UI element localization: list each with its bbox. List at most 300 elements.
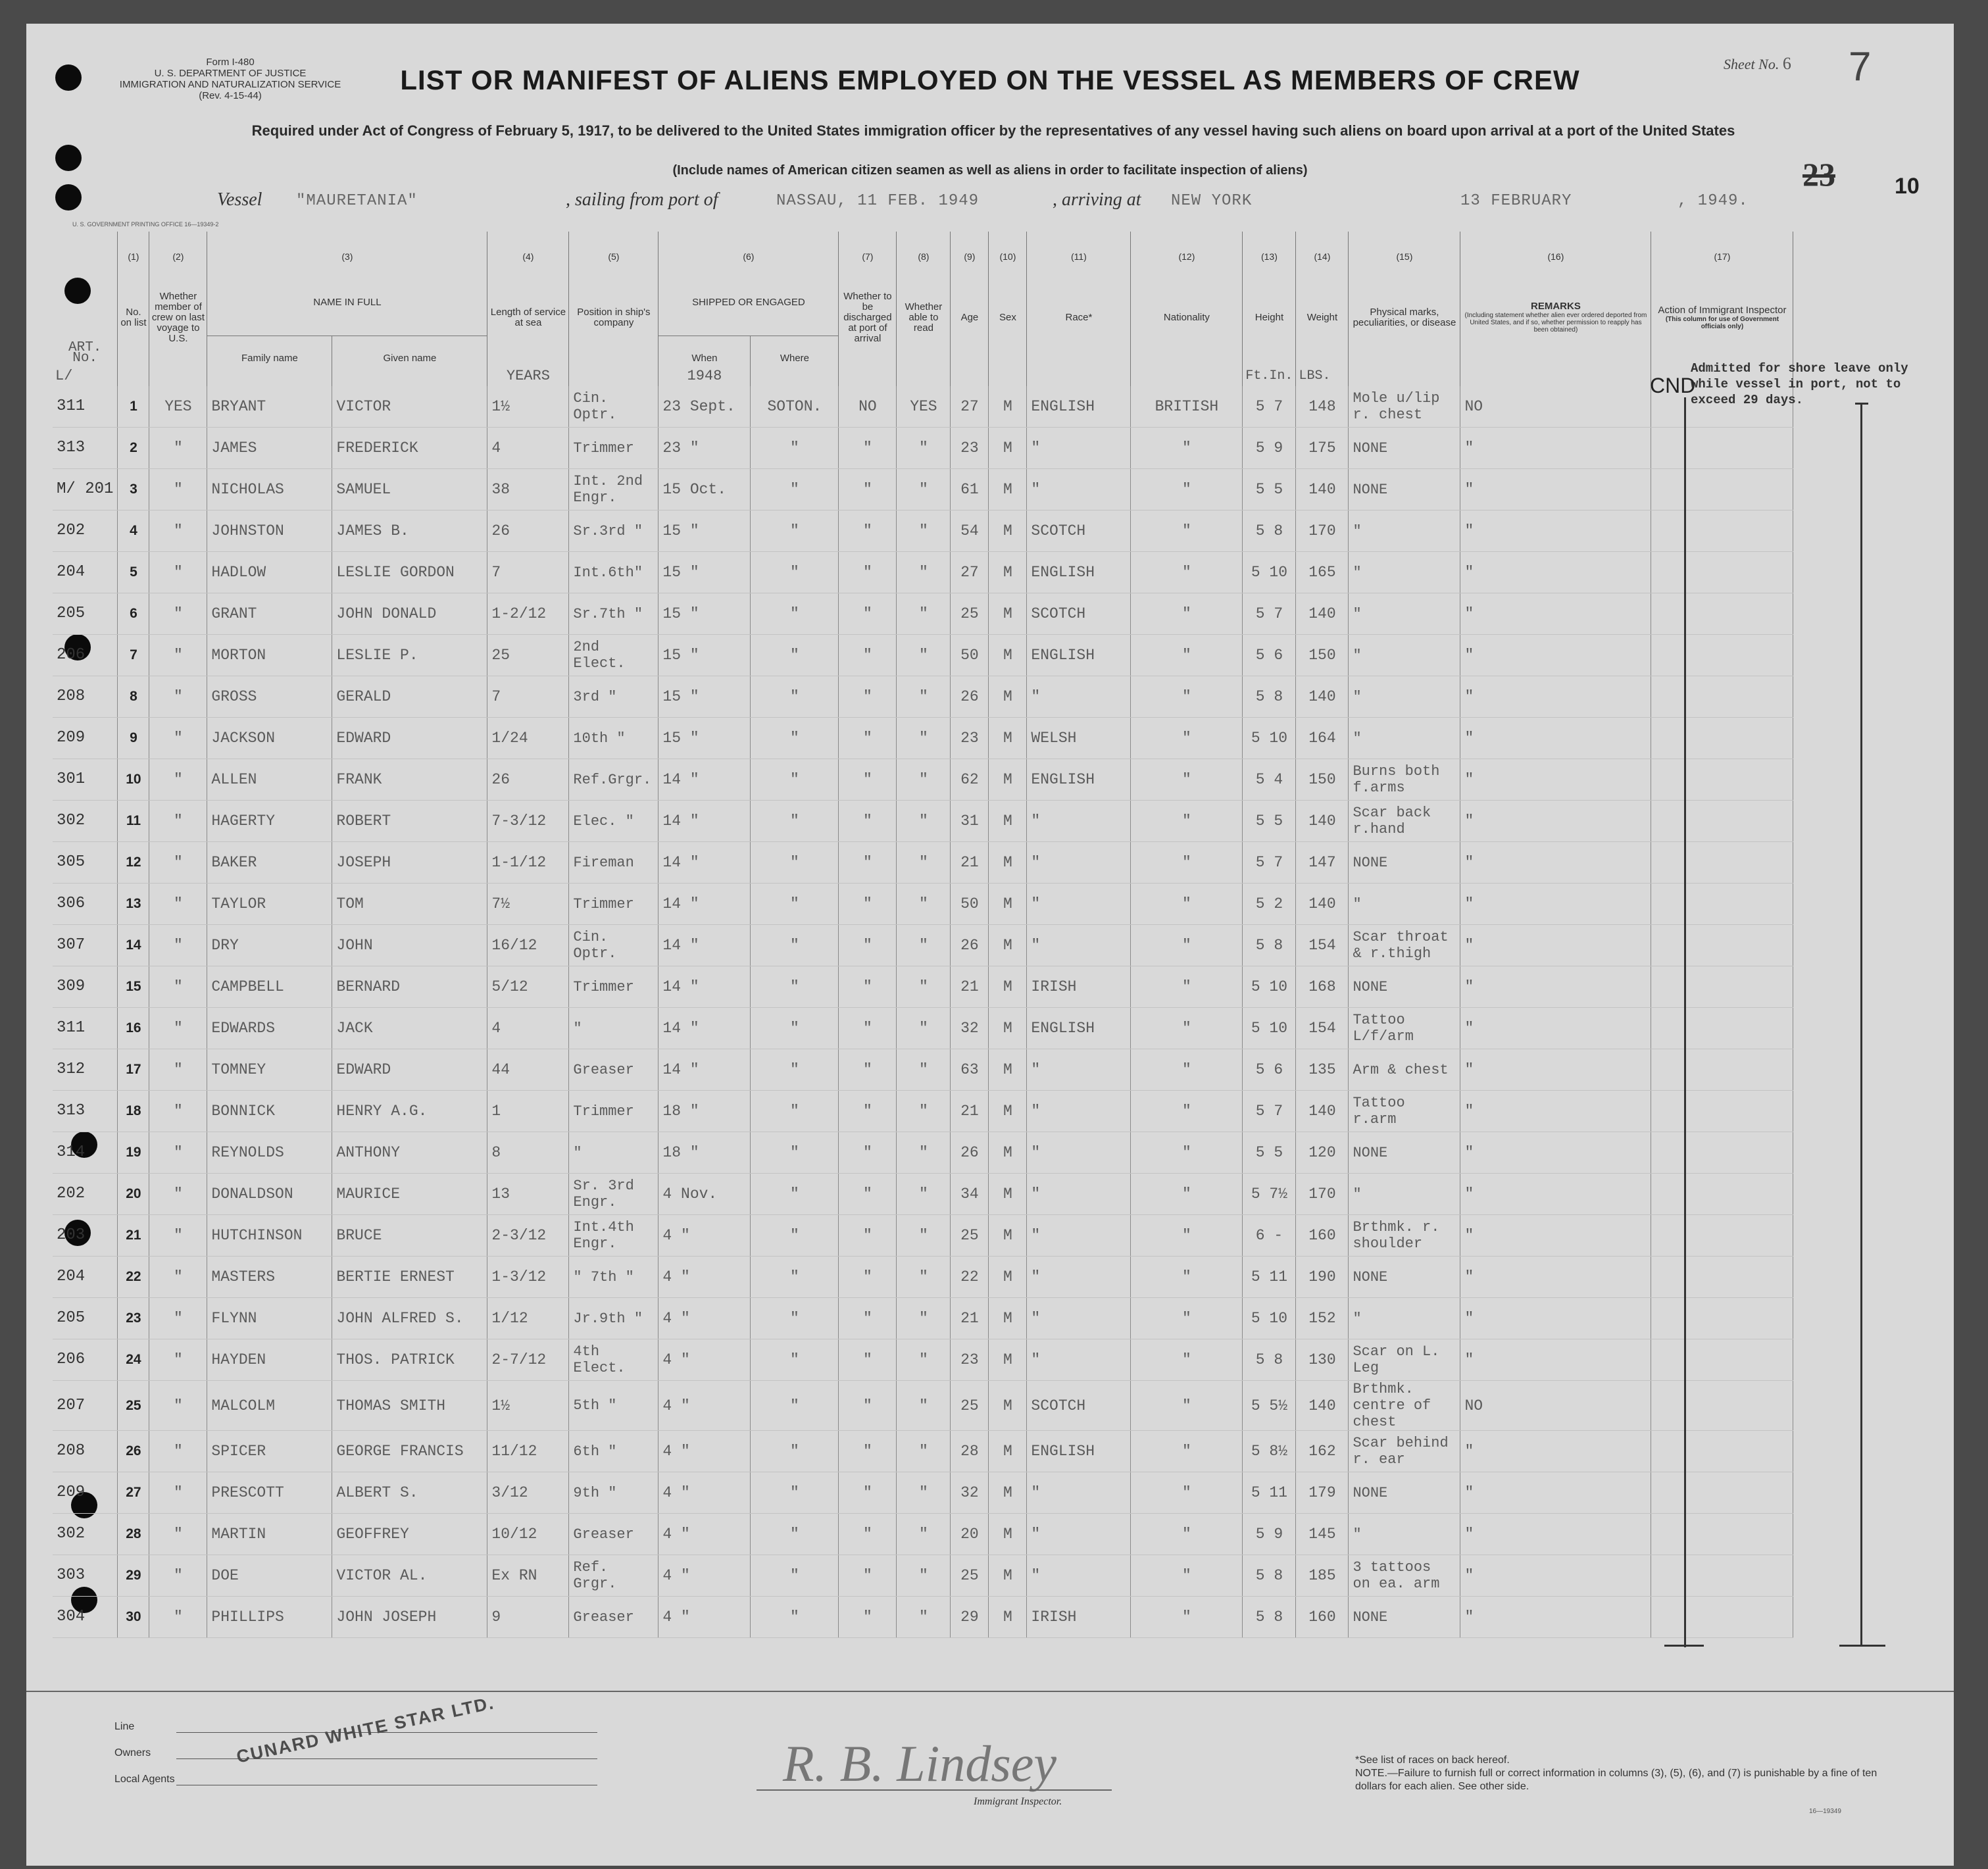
given-name-cell: SAMUEL [332, 469, 487, 511]
weight-cell: 135 [1296, 1049, 1349, 1091]
shipped-where-cell: " [751, 1431, 839, 1472]
position-cell: 3rd " [569, 676, 659, 718]
shipped-where-cell: " [751, 1514, 839, 1555]
age-cell: 26 [951, 925, 989, 966]
art-number-cell: 209 [53, 1472, 118, 1514]
length-of-service-cell: 44 [487, 1049, 569, 1091]
nationality-cell: " [1131, 1431, 1243, 1472]
able-to-read-cell: " [897, 1174, 951, 1215]
race-header: Race* [1027, 270, 1131, 365]
member-flag-cell: " [149, 1597, 207, 1638]
weight-cell: 140 [1296, 1091, 1349, 1132]
sex-cell: M [989, 511, 1027, 552]
art-number-cell: 205 [53, 1298, 118, 1339]
table-row [53, 1339, 1793, 1381]
shipped-where-cell: " [751, 1555, 839, 1597]
sex-cell: M [989, 718, 1027, 759]
action-cell [1651, 1555, 1793, 1597]
discharged-cell: " [839, 1049, 897, 1091]
shipped-where-cell: " [751, 1008, 839, 1049]
remarks-cell: NO [1460, 386, 1651, 428]
weight-cell: 179 [1296, 1472, 1349, 1514]
table-row [53, 1597, 1793, 1638]
race-cell: ENGLISH [1027, 552, 1131, 593]
given-name-cell: JAMES B. [332, 511, 487, 552]
family-name-cell: HAGERTY [207, 801, 332, 842]
position-cell: " [569, 1132, 659, 1174]
action-cell [1651, 1431, 1793, 1472]
vessel-label: Vessel [217, 189, 262, 210]
bracket-line-right [1860, 403, 1862, 1646]
remarks-subnote: (Including statement whether alien ever ordered deported from United States, and if so, whether permission to reapply has been obtained) [1464, 312, 1647, 334]
arrival-year: , 1949. [1677, 192, 1749, 210]
col-art-number [53, 232, 118, 270]
age-cell: 61 [951, 469, 989, 511]
physical-marks-cell: Scar back r.hand [1349, 801, 1460, 842]
line-number-cell: 9 [118, 718, 149, 759]
race-cell: " [1027, 801, 1131, 842]
length-of-service-cell: 7 [487, 676, 569, 718]
position-cell: Ref.Grgr. [569, 759, 659, 801]
read-header: Whether able to read [897, 270, 951, 365]
physical-marks-cell: Arm & chest [1349, 1049, 1460, 1091]
art-number-cell: 309 [53, 966, 118, 1008]
family-name-cell: SPICER [207, 1431, 332, 1472]
nationality-cell: " [1131, 759, 1243, 801]
art-number-cell: 206 [53, 635, 118, 676]
sex-cell: M [989, 1431, 1027, 1472]
member-flag-cell: " [149, 593, 207, 635]
where-header: Where [751, 336, 839, 366]
member-flag-cell: " [149, 801, 207, 842]
shipped-when-cell: 4 " [659, 1215, 751, 1257]
nationality-cell: " [1131, 1174, 1243, 1215]
table-row [53, 1049, 1793, 1091]
shipped-where-cell: " [751, 801, 839, 842]
line-number-cell: 20 [118, 1174, 149, 1215]
discharged-cell: " [839, 635, 897, 676]
physical-marks-cell: Brthmk. centre of chest [1349, 1381, 1460, 1431]
member-flag-cell: " [149, 469, 207, 511]
discharged-cell: " [839, 1514, 897, 1555]
sex-cell: M [989, 552, 1027, 593]
length-of-service-cell: 7 [487, 552, 569, 593]
physical-marks-cell: " [1349, 1174, 1460, 1215]
able-to-read-cell: " [897, 1597, 951, 1638]
col-number-17: (17) [1651, 232, 1793, 270]
shipped-when-cell: 15 " [659, 676, 751, 718]
physical-marks-cell: " [1349, 511, 1460, 552]
shipped-where-cell: " [751, 593, 839, 635]
column-number-row [53, 232, 1793, 270]
physical-marks-cell: " [1349, 593, 1460, 635]
col-number-7: (7) [839, 232, 897, 270]
age-cell: 34 [951, 1174, 989, 1215]
physical-marks-cell: NONE [1349, 1257, 1460, 1298]
age-cell: 63 [951, 1049, 989, 1091]
sex-cell: M [989, 1381, 1027, 1431]
remarks-cell: " [1460, 635, 1651, 676]
shipped-where-cell: " [751, 842, 839, 884]
shipped-where-cell: " [751, 925, 839, 966]
able-to-read-cell: " [897, 1008, 951, 1049]
position-cell: Sr.3rd " [569, 511, 659, 552]
age-cell: 21 [951, 1091, 989, 1132]
discharged-cell: " [839, 1555, 897, 1597]
shipped-when-cell: 14 " [659, 1049, 751, 1091]
weight-cell: 147 [1296, 842, 1349, 884]
position-cell: Greaser [569, 1514, 659, 1555]
action-cell [1651, 676, 1793, 718]
sex-cell: M [989, 1597, 1027, 1638]
art-number-cell: 207 [53, 1381, 118, 1431]
race-cell: ENGLISH [1027, 759, 1131, 801]
age-cell: 32 [951, 1008, 989, 1049]
when-header: When [659, 336, 751, 366]
shipped-where-cell: " [751, 1091, 839, 1132]
vessel-line [26, 189, 1954, 222]
position-cell: Trimmer [569, 1091, 659, 1132]
weight-cell: 140 [1296, 593, 1349, 635]
remarks-header [1460, 270, 1651, 365]
form-code: 16—19349 [1809, 1808, 1841, 1815]
remarks-cell: " [1460, 925, 1651, 966]
struck-number: 23 [1802, 156, 1835, 193]
remarks-cell: " [1460, 1091, 1651, 1132]
age-cell: 23 [951, 1339, 989, 1381]
art-number-cell: 313 [53, 1091, 118, 1132]
age-cell: 25 [951, 1215, 989, 1257]
shipped-when-cell: 18 " [659, 1091, 751, 1132]
action-cell [1651, 966, 1793, 1008]
action-cell [1651, 801, 1793, 842]
given-name-cell: LESLIE P. [332, 635, 487, 676]
discharged-cell: " [839, 1215, 897, 1257]
length-of-service-cell: 3/12 [487, 1472, 569, 1514]
nationality-cell: " [1131, 1091, 1243, 1132]
nationality-cell: " [1131, 925, 1243, 966]
length-of-service-cell: 26 [487, 759, 569, 801]
family-name-cell: MASTERS [207, 1257, 332, 1298]
remarks-cell: " [1460, 1597, 1651, 1638]
shipped-when-cell: 18 " [659, 1132, 751, 1174]
line-number-cell: 23 [118, 1298, 149, 1339]
remarks-cell: NO [1460, 1381, 1651, 1431]
able-to-read-cell: " [897, 1049, 951, 1091]
action-cell [1651, 1174, 1793, 1215]
art-number-cell: 301 [53, 759, 118, 801]
table-row [53, 1555, 1793, 1597]
race-cell: " [1027, 1472, 1131, 1514]
physical-marks-cell: 3 tattoos on ea. arm [1349, 1555, 1460, 1597]
position-cell: Trimmer [569, 884, 659, 925]
position-cell: Int.6th" [569, 552, 659, 593]
sex-header: Sex [989, 270, 1027, 365]
length-of-service-cell: 1-3/12 [487, 1257, 569, 1298]
col-number-3: (3) [207, 232, 487, 270]
family-name-cell: BONNICK [207, 1091, 332, 1132]
family-name-cell: MORTON [207, 635, 332, 676]
member-flag-cell: " [149, 428, 207, 469]
crew-rows [53, 386, 1793, 1638]
able-to-read-cell: " [897, 1555, 951, 1597]
position-cell: Fireman [569, 842, 659, 884]
column-title-row [53, 270, 1793, 336]
able-to-read-cell: " [897, 1132, 951, 1174]
given-name-cell: TOM [332, 884, 487, 925]
sheet-number-handwritten: 7 [1849, 44, 1872, 89]
given-name-cell: LESLIE GORDON [332, 552, 487, 593]
shipped-when-cell: 4 " [659, 1381, 751, 1431]
sex-cell: M [989, 428, 1027, 469]
races-note: *See list of races on back hereof. [1355, 1755, 1510, 1766]
action-cell [1651, 1091, 1793, 1132]
nationality-cell: " [1131, 718, 1243, 759]
able-to-read-cell: YES [897, 386, 951, 428]
art-number-cell: 202 [53, 511, 118, 552]
line-number-cell: 28 [118, 1514, 149, 1555]
physical-marks-cell: Tattoo r.arm [1349, 1091, 1460, 1132]
family-name-header: Family name [207, 336, 332, 366]
weight-cell: 170 [1296, 1174, 1349, 1215]
requirement-text: Required under Act of Congress of February 5, 1917, to be delivered to the United States immigration officer by the representatives of any vessel having such aliens on board upon arrival at a port of the United States [251, 122, 1735, 139]
height-cell: 5 5 [1243, 801, 1296, 842]
table-row [53, 1008, 1793, 1049]
member-flag-cell: " [149, 1381, 207, 1431]
sex-cell: M [989, 676, 1027, 718]
family-name-cell: BRYANT [207, 386, 332, 428]
agents-field [176, 1784, 597, 1785]
race-cell: SCOTCH [1027, 1381, 1131, 1431]
shipped-header: SHIPPED OR ENGAGED [659, 270, 839, 336]
race-cell: ENGLISH [1027, 1431, 1131, 1472]
physical-marks-cell: NONE [1349, 428, 1460, 469]
position-cell: 4th Elect. [569, 1339, 659, 1381]
table-row [53, 1298, 1793, 1339]
height-cell: 5 7 [1243, 842, 1296, 884]
form-id: Form I-480 [206, 57, 255, 68]
able-to-read-cell: " [897, 1472, 951, 1514]
able-to-read-cell: " [897, 593, 951, 635]
able-to-read-cell: " [897, 718, 951, 759]
position-cell: Int. 2nd Engr. [569, 469, 659, 511]
physical-marks-cell: NONE [1349, 1132, 1460, 1174]
position-cell: Cin. Optr. [569, 925, 659, 966]
shipped-where-cell: " [751, 1049, 839, 1091]
line-number-cell: 18 [118, 1091, 149, 1132]
given-name-cell: JOHN JOSEPH [332, 1597, 487, 1638]
shipped-where-cell: " [751, 469, 839, 511]
height-cell: 5 6 [1243, 1049, 1296, 1091]
given-name-cell: ANTHONY [332, 1132, 487, 1174]
art-number-cell: 205 [53, 593, 118, 635]
discharged-cell: " [839, 966, 897, 1008]
table-row [53, 1174, 1793, 1215]
remarks-cell: " [1460, 801, 1651, 842]
given-name-cell: VICTOR AL. [332, 1555, 487, 1597]
physical-marks-cell: NONE [1349, 469, 1460, 511]
height-cell: 5 8 [1243, 1555, 1296, 1597]
length-of-service-cell: 7½ [487, 884, 569, 925]
line-number-cell: 25 [118, 1381, 149, 1431]
shipped-when-cell: 14 " [659, 842, 751, 884]
action-cell [1651, 1381, 1793, 1431]
discharged-cell: " [839, 759, 897, 801]
shipped-where-cell: " [751, 511, 839, 552]
art-number-cell: 305 [53, 842, 118, 884]
physical-marks-cell: " [1349, 718, 1460, 759]
discharged-cell: " [839, 593, 897, 635]
member-flag-cell: " [149, 842, 207, 884]
length-of-service-cell: 1/24 [487, 718, 569, 759]
position-cell: Elec. " [569, 801, 659, 842]
art-number-cell: 203 [53, 1215, 118, 1257]
weight-cell: 154 [1296, 1008, 1349, 1049]
shipped-when-cell: 15 " [659, 511, 751, 552]
nationality-cell: " [1131, 593, 1243, 635]
sex-cell: M [989, 1091, 1027, 1132]
given-name-cell: EDWARD [332, 718, 487, 759]
family-name-cell: HUTCHINSON [207, 1215, 332, 1257]
position-cell: Int.4th Engr. [569, 1215, 659, 1257]
family-name-cell: NICHOLAS [207, 469, 332, 511]
arriving-value: NEW YORK [1171, 192, 1253, 210]
given-name-cell: HENRY A.G. [332, 1091, 487, 1132]
nationality-cell: " [1131, 1472, 1243, 1514]
physical-marks-cell: Scar behind r. ear [1349, 1431, 1460, 1472]
discharged-cell: " [839, 1339, 897, 1381]
line-number-cell: 15 [118, 966, 149, 1008]
sex-cell: M [989, 593, 1027, 635]
family-name-cell: CAMPBELL [207, 966, 332, 1008]
col-number-15: (15) [1349, 232, 1460, 270]
service: IMMIGRATION AND NATURALIZATION SERVICE [119, 79, 341, 90]
weight-cell: 152 [1296, 1298, 1349, 1339]
physical-marks-cell: Tattoo L/f/arm [1349, 1008, 1460, 1049]
length-of-service-cell: 16/12 [487, 925, 569, 966]
height-cell: 5 7½ [1243, 1174, 1296, 1215]
height-cell: 5 10 [1243, 1298, 1296, 1339]
nationality-cell: BRITISH [1131, 386, 1243, 428]
action-cell [1651, 552, 1793, 593]
col-number-10: (10) [989, 232, 1027, 270]
nationality-cell: " [1131, 1339, 1243, 1381]
art-number-cell: M/ 201 [53, 469, 118, 511]
age-cell: 26 [951, 1132, 989, 1174]
table-row [53, 593, 1793, 635]
height-cell: 5 10 [1243, 1008, 1296, 1049]
able-to-read-cell: " [897, 428, 951, 469]
given-name-cell: BERTIE ERNEST [332, 1257, 487, 1298]
race-cell: " [1027, 1132, 1131, 1174]
position-cell: 2nd Elect. [569, 635, 659, 676]
weight-cell: 130 [1296, 1339, 1349, 1381]
revision: (Rev. 4-15-44) [199, 90, 262, 101]
member-header: Whether member of crew on last voyage to U.S. [149, 270, 207, 365]
shipped-when-cell: 15 " [659, 593, 751, 635]
position-cell: Sr. 3rd Engr. [569, 1174, 659, 1215]
family-name-cell: JAMES [207, 428, 332, 469]
units-height: Ft.In. [1243, 365, 1296, 386]
line-number-cell: 21 [118, 1215, 149, 1257]
bracket-foot-right [1839, 1645, 1885, 1647]
shipped-where-cell: " [751, 718, 839, 759]
shipped-where-cell: " [751, 884, 839, 925]
shipped-where-cell: " [751, 552, 839, 593]
art-number-cell: 202 [53, 1174, 118, 1215]
height-cell: 5 7 [1243, 386, 1296, 428]
height-cell: 5 8½ [1243, 1431, 1296, 1472]
line-number-cell: 4 [118, 511, 149, 552]
footer-divider [26, 1691, 1954, 1692]
table-row [53, 635, 1793, 676]
member-flag-cell: " [149, 1257, 207, 1298]
weight-cell: 140 [1296, 676, 1349, 718]
race-cell: ENGLISH [1027, 386, 1131, 428]
age-cell: 21 [951, 1298, 989, 1339]
line-number-cell: 5 [118, 552, 149, 593]
remarks-cell: " [1460, 1132, 1651, 1174]
line-number-cell: 22 [118, 1257, 149, 1298]
height-header: Height [1243, 270, 1296, 365]
given-name-cell: VICTOR [332, 386, 487, 428]
weight-cell: 140 [1296, 1381, 1349, 1431]
table-row [53, 718, 1793, 759]
col-number-14: (14) [1296, 232, 1349, 270]
remarks-cell: " [1460, 428, 1651, 469]
remarks-cell: " [1460, 1049, 1651, 1091]
nationality-cell: " [1131, 552, 1243, 593]
col-number-13: (13) [1243, 232, 1296, 270]
able-to-read-cell: " [897, 801, 951, 842]
table-row [53, 966, 1793, 1008]
remarks-cell: " [1460, 1555, 1651, 1597]
discharged-cell: " [839, 1174, 897, 1215]
able-to-read-cell: " [897, 1514, 951, 1555]
weight-cell: 160 [1296, 1597, 1349, 1638]
height-cell: 5 11 [1243, 1472, 1296, 1514]
line-number-cell: 2 [118, 428, 149, 469]
action-cell [1651, 884, 1793, 925]
sex-cell: M [989, 842, 1027, 884]
weight-cell: 162 [1296, 1431, 1349, 1472]
discharged-cell: " [839, 1472, 897, 1514]
able-to-read-cell: " [897, 676, 951, 718]
action-cell [1651, 1298, 1793, 1339]
member-flag-cell: " [149, 1008, 207, 1049]
sheet-number: 6 [1782, 54, 1791, 73]
discharged-cell: " [839, 1132, 897, 1174]
action-cell [1651, 1514, 1793, 1555]
length-service-header: Length of service at sea [487, 270, 569, 365]
race-cell: " [1027, 1174, 1131, 1215]
member-flag-cell: " [149, 1339, 207, 1381]
nationality-cell: " [1131, 966, 1243, 1008]
given-name-cell: JOHN ALFRED S. [332, 1298, 487, 1339]
col-number-6: (6) [659, 232, 839, 270]
member-flag-cell: " [149, 676, 207, 718]
line-number-cell: 6 [118, 593, 149, 635]
line-number-cell: 16 [118, 1008, 149, 1049]
remarks-cell: " [1460, 676, 1651, 718]
col-number-9: (9) [951, 232, 989, 270]
line-label: Line [114, 1721, 135, 1732]
member-flag-cell: " [149, 1215, 207, 1257]
shipped-where-cell: " [751, 635, 839, 676]
height-cell: 5 10 [1243, 966, 1296, 1008]
bracket-foot-left [1664, 1645, 1704, 1647]
able-to-read-cell: " [897, 552, 951, 593]
